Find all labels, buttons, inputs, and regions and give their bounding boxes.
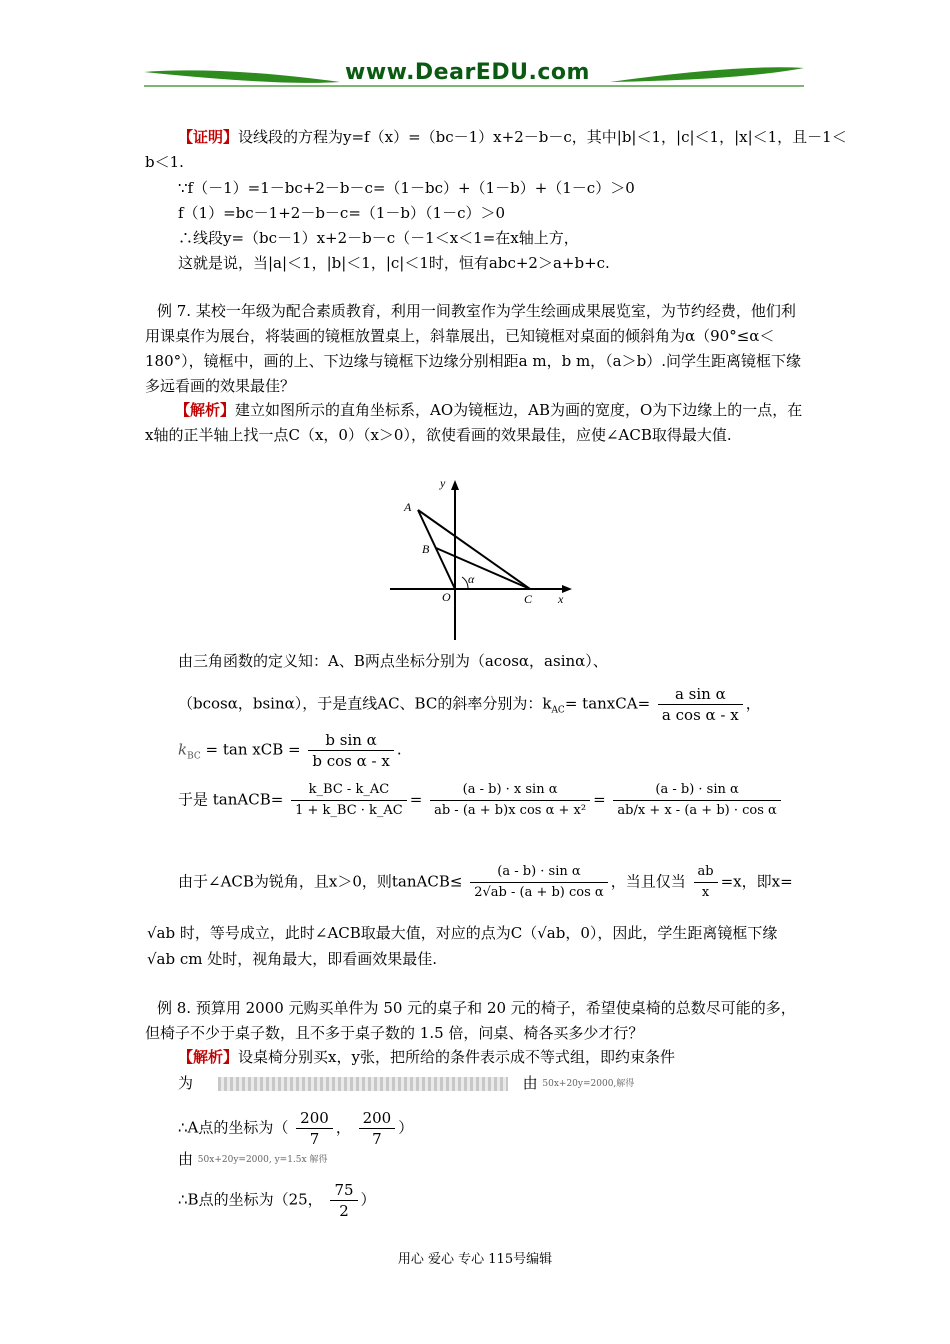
tan-f3-den: ab/x + x - (a + b) · cos α xyxy=(617,803,777,818)
kbc-den: b cos α - x xyxy=(312,752,390,770)
tan-f1-num: k_BC - k_AC xyxy=(291,780,407,801)
you-label: 由 xyxy=(522,1074,538,1092)
conclusion-1: √ab 时，等号成立，此时∠ACB取最大值，对应的点为C（√ab，0），因此，学生距离镜框下缘 xyxy=(147,924,778,942)
tan-f2-num: (a - b) · x sin α xyxy=(430,780,590,801)
pointA-prefix: ∴A点的坐标为（ xyxy=(178,1118,289,1137)
proof-line-2: ∵f（－1）=1－bc+2－b－c=（1－bc）+（1－b）+（1－c）＞0 xyxy=(178,179,635,197)
kbc-k: k xyxy=(178,740,188,759)
pointB-y xyxy=(330,1180,357,1221)
ineq-prefix: 由于∠ACB为锐角，且x＞0，则tanACB≤ xyxy=(178,872,463,891)
kbc-sub: BC xyxy=(187,751,201,762)
pointA-y-num: 200 xyxy=(359,1108,396,1129)
fig-label-O: O xyxy=(442,590,451,604)
wei-label: 为 xyxy=(178,1074,194,1092)
pointA-x-num: 200 xyxy=(296,1108,333,1129)
coordinate-figure xyxy=(390,474,580,644)
example7-text: 例 7. 某校一年级为配合素质教育，利用一间教室作为学生绘画成果展览室，为节约经费，他们利用课桌作为展台，将装画的镜框放置桌上，斜靠展出，已知镜框对桌面的倾斜角为α（90°≤α＜180°），镜框中，画的上、下边缘与镜框下边缘分别相距a m，b m，（a＞b）.问学生距离镜框下缘多远看画的效果最佳？ xyxy=(145,302,801,395)
analysis-tag-7: 【解析】 xyxy=(175,401,236,419)
ineq-cond-den: x xyxy=(701,885,710,900)
kbc-num: b sin α xyxy=(308,730,393,751)
analysis-text-8: 设桌椅分别买x，y张，把所给的条件表示成不等式组，即约束条件 xyxy=(238,1048,675,1066)
header-banner xyxy=(140,58,808,98)
pointB-prefix: ∴B点的坐标为（25， xyxy=(178,1190,323,1209)
ineq-num: (a - b) · sin α xyxy=(470,862,607,883)
example7-analysis xyxy=(145,398,807,448)
site-logo: www.DearEDU.com xyxy=(345,60,590,85)
pointB-line xyxy=(178,1180,376,1221)
pointA-close: ） xyxy=(398,1118,414,1137)
tan-line: 于是 tanACB= $\frac{k\_BC - k\_AC}{1 + k\_BC \cdot k\_AC}$ = $\frac{\text{(a - b) · x sin α}}{\text{ab - (a + b)x cos α + x²}}$ = $\frac{\text{(a - b) · sin α}}{\text{ab/x + x - (a + b) · cos α}}$ xyxy=(178,780,784,821)
pointA-x-den: 7 xyxy=(309,1130,320,1148)
fig-label-C: C xyxy=(524,592,533,606)
kbc-fraction xyxy=(308,730,393,771)
pointB-den: 2 xyxy=(339,1202,349,1220)
pointB-close: ） xyxy=(360,1190,376,1209)
ineq-fraction xyxy=(470,862,607,903)
constraint-line xyxy=(178,1072,634,1095)
you2-line xyxy=(178,1148,327,1171)
ineq-tail: =x，即x= xyxy=(720,872,793,891)
proof-line-3: f（1）=bc－1+2－b－c=（1－b）（1－c）＞0 xyxy=(178,204,506,222)
tan-frac-1 xyxy=(291,780,407,821)
pointA-y xyxy=(359,1108,396,1149)
ineq-line xyxy=(178,862,793,903)
fig-label-alpha: α xyxy=(468,572,475,586)
tan-f3-num: (a - b) · sin α xyxy=(613,780,780,801)
proof-tag: 【证明】 xyxy=(178,128,239,146)
kbc-line: $k_{BC} = \tan$ xCB = $\frac{\text{b sin α}}{\text{b cos α - x}}$ . xyxy=(178,731,402,770)
kac-eq: = tanxCA= xyxy=(564,694,651,713)
pointA-line: ∴A点的坐标为（ $\frac{200}{7}$ ， $\frac{200}{7}$ ） xyxy=(178,1109,414,1148)
fig-label-y: y xyxy=(440,476,446,490)
fig-label-A: A xyxy=(404,500,412,514)
you2-label: 由 xyxy=(178,1150,194,1168)
analysis-tag-8: 【解析】 xyxy=(178,1048,239,1066)
pointA-y-den: 7 xyxy=(372,1130,382,1148)
kac-num: a sin α xyxy=(658,684,743,705)
tan-frac-2 xyxy=(430,780,590,821)
trig-text-2: （bcosα，bsinα），于是直线AC、BC的斜率分别为：k xyxy=(178,694,552,713)
ineq-cond-num: ab xyxy=(694,862,718,883)
equation-system-2: 50x+20y=2000, y=1.5x 解得 xyxy=(197,1155,328,1165)
constraint-system-image xyxy=(218,1077,508,1091)
proof-line-1b: b＜1. xyxy=(145,153,184,171)
tan-f1-den: 1 + k_BC · k_AC xyxy=(295,803,403,818)
trig-line-2: （bcosα，bsinα），于是直线AC、BC的斜率分别为：$k_{AC}=$ tanxCA= $\frac{\text{a sin α}}{\text{a cos α - x}}$ ， xyxy=(178,685,761,724)
tan-frac-3 xyxy=(613,780,780,821)
proof-text-1: 设线段的方程为y=f（x）=（bc－1）x+2－b－c，其中|b|＜1，|c|＜1，|x|＜1，且－1＜ xyxy=(238,128,847,146)
proof-line-1 xyxy=(178,126,847,148)
proof-line-4: ∴线段y=（bc－1）x+2－b－c（－1＜x＜1=在x轴上方， xyxy=(178,229,579,247)
example8-text: 例 8. 预算用 2000 元购买单件为 50 元的桌子和 20 元的椅子，希望使桌椅的总数尽可能的多，但椅子不少于桌子数，且不多于桌子数的 1.5 倍，问桌、椅各买多少才行？ xyxy=(145,999,796,1042)
ineq-cond xyxy=(694,862,718,903)
fig-label-B: B xyxy=(422,542,430,556)
tan-f2-den: ab - (a + b)x cos α + x² xyxy=(434,803,587,818)
ineq-mid: ，当且仅当 xyxy=(610,872,686,891)
conclusion-2: √ab cm 处时，视角最大，即看画效果最佳. xyxy=(147,950,438,968)
example8-analysis xyxy=(178,1046,675,1068)
ineq-den: 2√ab - (a + b) cos α xyxy=(474,885,604,900)
kac-fraction xyxy=(658,684,743,725)
kac-sub: AC xyxy=(551,705,565,716)
trig-line-1: 由三角函数的定义知：A、B两点坐标分别为（acosα，asinα）、 xyxy=(178,652,608,670)
analysis-text-7: 建立如图所示的直角坐标系，AO为镜框边，AB为画的宽度，O为下边缘上的一点，在x轴的正半轴上找一点C（x，0）（x＞0），欲使看画的效果最佳，应使∠ACB取得最大值. xyxy=(145,401,803,444)
pointA-x xyxy=(296,1108,333,1149)
kac-den: a cos α - x xyxy=(661,706,739,724)
pointB-num: 75 xyxy=(330,1180,357,1201)
page-footer: 用心 爱心 专心 115号编辑 xyxy=(397,1252,553,1267)
fig-label-x: x xyxy=(558,592,564,606)
equation-system-1: 50x+20y=2000,解得 xyxy=(542,1079,635,1089)
figure-svg xyxy=(390,474,580,644)
kbc-eq: = tan xCB = xyxy=(205,740,301,759)
tan-prefix: 于是 tanACB= xyxy=(178,790,284,809)
proof-line-5: 这就是说，当|a|＜1，|b|＜1，|c|＜1时，恒有abc+2＞a+b+c. xyxy=(178,254,610,272)
